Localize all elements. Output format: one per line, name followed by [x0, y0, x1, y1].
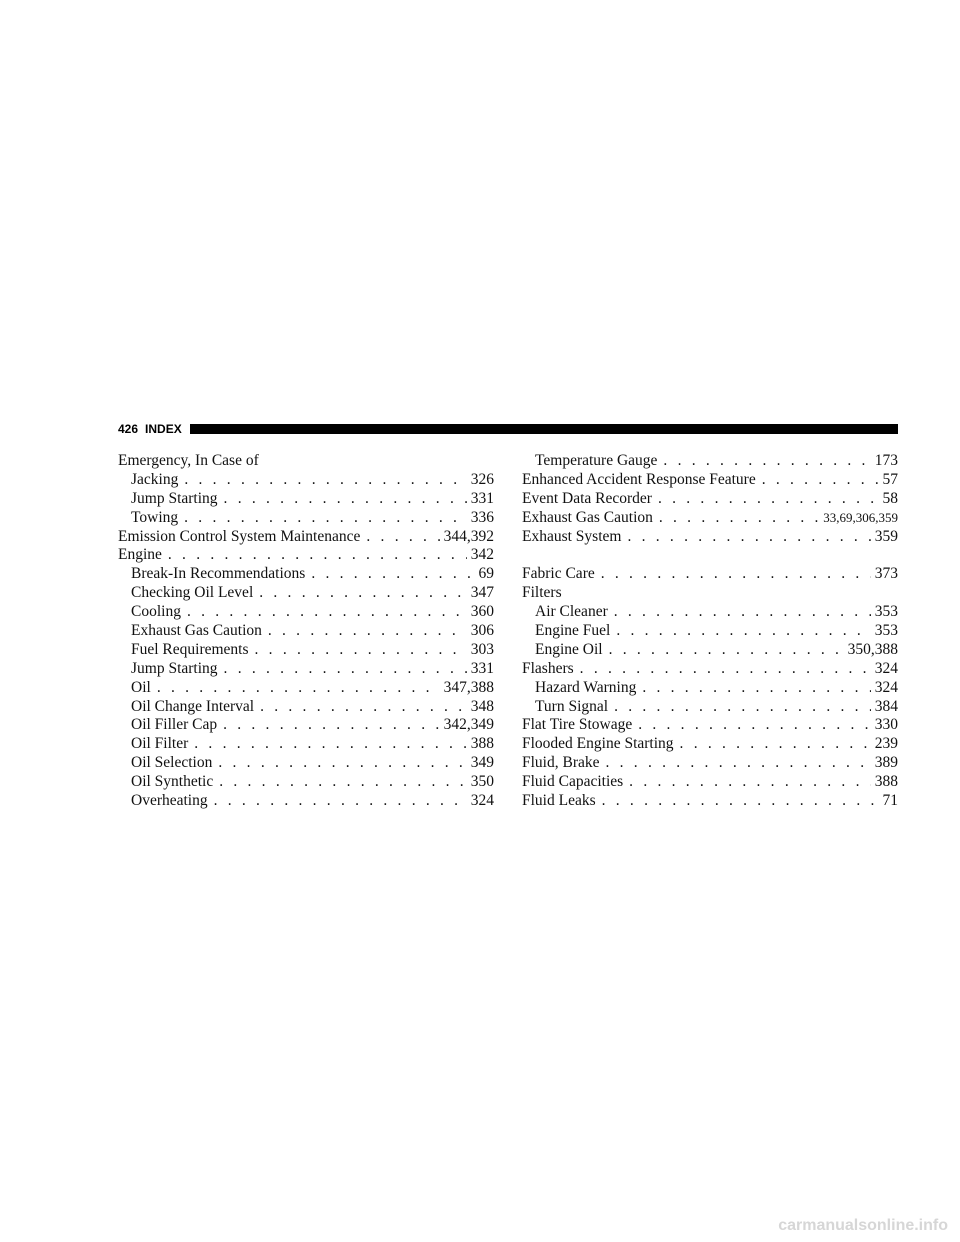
- index-entry: [522, 773, 898, 792]
- entry-page: 373: [874, 565, 898, 583]
- index-entry: [522, 452, 898, 471]
- entry-label: Emission Control System Maintenance: [118, 527, 361, 545]
- dot-leader: [663, 452, 870, 471]
- index-entry: [522, 698, 898, 717]
- dot-leader: [311, 565, 474, 584]
- index-entry: [118, 603, 494, 622]
- dot-leader: [219, 773, 467, 792]
- entry-page: 342,349: [443, 716, 494, 734]
- dot-leader: [366, 528, 439, 547]
- entry-page: 324: [470, 792, 494, 810]
- entry-page: 350,388: [847, 640, 898, 658]
- watermark-text: carmanualsonline.info: [778, 1217, 948, 1234]
- dot-leader: [260, 698, 467, 717]
- dot-leader: [187, 603, 467, 622]
- index-column-right: [522, 452, 898, 811]
- entry-label: Fluid Capacities: [522, 773, 624, 791]
- index-entry: [522, 641, 898, 660]
- entry-label: Temperature Gauge: [535, 452, 658, 469]
- entry-label: Overheating: [131, 792, 208, 810]
- entry-page: 303: [470, 640, 494, 658]
- index-heading-filters: Filters: [522, 584, 562, 602]
- dot-leader: [638, 716, 871, 735]
- index-entry: [118, 546, 494, 565]
- index-entry: [118, 584, 494, 603]
- dot-leader: [580, 660, 871, 679]
- index-entry: [522, 603, 898, 622]
- entry-page: 388: [874, 773, 898, 791]
- entry-page: 353: [874, 622, 898, 640]
- entry-page: 347,388: [443, 678, 494, 696]
- dot-leader: [629, 773, 871, 792]
- entry-page: 349: [470, 754, 494, 772]
- index-entry: [118, 698, 494, 717]
- entry-page: 71: [882, 792, 898, 810]
- entry-label: Cooling: [131, 603, 181, 621]
- entry-page: 384: [874, 697, 898, 715]
- entry-label: Exhaust Gas Caution: [131, 622, 262, 640]
- dot-leader: [659, 509, 819, 528]
- dot-leader: [602, 792, 879, 811]
- entry-label: Fluid, Brake: [522, 754, 600, 772]
- index-heading-emergency: Emergency, In Case of: [118, 452, 259, 469]
- dot-leader: [194, 735, 466, 754]
- entry-label: Checking Oil Level: [131, 584, 254, 602]
- index-entry: [522, 471, 898, 490]
- entry-page: 389: [874, 754, 898, 772]
- entry-label: Oil Synthetic: [131, 773, 214, 791]
- index-entry: [522, 660, 898, 679]
- entry-page: 347: [470, 584, 494, 602]
- entry-label: Fuel Requirements: [131, 640, 249, 658]
- dot-leader: [609, 641, 844, 660]
- entry-label: Engine Oil: [535, 640, 603, 658]
- entry-label: Fabric Care: [522, 565, 595, 583]
- entry-label: Flashers: [522, 659, 574, 677]
- entry-page: 331: [470, 489, 494, 507]
- dot-leader: [184, 471, 466, 490]
- entry-label: Flooded Engine Starting: [522, 735, 674, 753]
- entry-label: Flat Tire Stowage: [522, 716, 633, 734]
- entry-label: Jump Starting: [131, 659, 218, 677]
- index-entry: [522, 716, 898, 735]
- page-number: 426: [118, 422, 139, 436]
- entry-page: 353: [874, 603, 898, 621]
- entry-label: Oil Filter: [131, 735, 189, 753]
- dot-leader: [762, 471, 879, 490]
- index-entry: [118, 509, 494, 528]
- entry-page: 324: [874, 678, 898, 696]
- dot-leader: [224, 660, 467, 679]
- section-title: INDEX: [145, 422, 182, 436]
- entry-page: 350: [470, 773, 494, 791]
- header-rule: [190, 424, 898, 434]
- entry-label: Towing: [131, 508, 179, 526]
- entry-label: Fluid Leaks: [522, 792, 596, 810]
- entry-page: 330: [874, 716, 898, 734]
- index-entry: [522, 528, 898, 547]
- index-entry: [522, 622, 898, 641]
- entry-label: Jacking: [131, 470, 179, 488]
- entry-label: Hazard Warning: [535, 678, 637, 696]
- dot-leader: [214, 792, 467, 811]
- entry-page: 342: [470, 546, 494, 564]
- dot-leader: [184, 509, 467, 528]
- entry-page: 326: [470, 470, 494, 488]
- entry-label: Turn Signal: [535, 697, 609, 715]
- dot-leader: [627, 528, 870, 547]
- index-entry: [118, 716, 494, 735]
- index-entry: [118, 471, 494, 490]
- index-entry: [118, 773, 494, 792]
- dot-leader: [614, 603, 871, 622]
- entry-page: 306: [470, 622, 494, 640]
- entry-page: 239: [874, 735, 898, 753]
- entry-page: 359: [874, 527, 898, 545]
- dot-leader: [642, 679, 870, 698]
- index-entry: [118, 679, 494, 698]
- dot-leader: [601, 565, 871, 584]
- index-entry: [118, 754, 494, 773]
- entry-label: Oil: [131, 678, 151, 696]
- entry-page: 344,392: [443, 527, 494, 545]
- index-entry: [118, 565, 494, 584]
- entry-label: Oil Filler Cap: [131, 716, 218, 734]
- dot-leader: [658, 490, 879, 509]
- dot-leader: [259, 584, 467, 603]
- dot-leader: [606, 754, 871, 773]
- index-entry: [522, 679, 898, 698]
- entry-page: 69: [478, 565, 494, 583]
- entry-page: 336: [470, 508, 494, 526]
- index-entry: [522, 792, 898, 811]
- index-entry: [118, 641, 494, 660]
- dot-leader: [223, 716, 440, 735]
- entry-label: Enhanced Accident Response Feature: [522, 470, 756, 488]
- dot-leader: [614, 698, 871, 717]
- index-entry: [522, 565, 898, 584]
- index-entry: [118, 490, 494, 509]
- entry-label: Engine Fuel: [535, 622, 611, 640]
- entry-page: 331: [470, 659, 494, 677]
- dot-leader: [255, 641, 467, 660]
- entry-page: 58: [882, 489, 898, 507]
- entry-label: Exhaust System: [522, 527, 622, 545]
- index-entry: [118, 735, 494, 754]
- index-entry: [522, 754, 898, 773]
- entry-page: 324: [874, 659, 898, 677]
- index-entry: [522, 509, 898, 528]
- dot-leader: [224, 490, 467, 509]
- entry-page: 57: [882, 470, 898, 488]
- entry-page: 173: [874, 452, 898, 469]
- entry-label: Oil Selection: [131, 754, 213, 772]
- entry-label: Event Data Recorder: [522, 489, 652, 507]
- index-entry: [118, 622, 494, 641]
- index-entry: [118, 528, 494, 547]
- dot-leader: [168, 546, 467, 565]
- entry-label: Oil Change Interval: [131, 697, 255, 715]
- entry-label: Jump Starting: [131, 489, 218, 507]
- index-entry: [522, 735, 898, 754]
- index-entry: [522, 490, 898, 509]
- entry-label: Air Cleaner: [535, 603, 608, 621]
- entry-page: 348: [470, 697, 494, 715]
- entry-page: 33,69,306,359: [823, 509, 898, 525]
- dot-leader: [616, 622, 870, 641]
- index-entry: [118, 792, 494, 811]
- entry-label: Engine: [118, 546, 162, 564]
- entry-label: Break-In Recommendations: [131, 565, 306, 583]
- index-column-left: [118, 452, 494, 811]
- entry-label: Exhaust Gas Caution: [522, 508, 653, 526]
- entry-page: 388: [470, 735, 494, 753]
- dot-leader: [218, 754, 466, 773]
- dot-leader: [157, 679, 440, 698]
- dot-leader: [268, 622, 467, 641]
- entry-page: 360: [470, 603, 494, 621]
- page-header: [118, 418, 898, 440]
- dot-leader: [680, 735, 871, 754]
- index-entry: [118, 660, 494, 679]
